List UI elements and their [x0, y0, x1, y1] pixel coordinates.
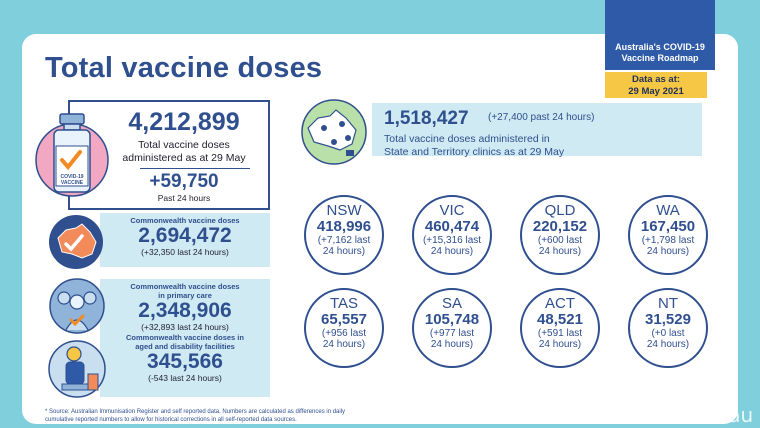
- aged-care-change: (-543 last 24 hours): [148, 373, 222, 384]
- state-change-period: 24 hours): [322, 246, 366, 258]
- state-circle-qld: [520, 195, 600, 275]
- state-change-period: 24 hours): [538, 246, 582, 258]
- state-value: 220,152: [532, 218, 588, 235]
- clinics-change: (+27,400 past 24 hours): [488, 112, 595, 123]
- clinics-desc-line2: State and Territory clinics as at 29 May: [384, 145, 565, 158]
- state-circle-tas: [304, 288, 384, 368]
- total-change-label: Past 24 hours: [157, 193, 211, 204]
- state-name: NT: [658, 295, 678, 312]
- primary-care-label-line2: in primary care: [158, 291, 212, 300]
- state-change-period: 24 hours): [538, 339, 582, 351]
- state-circle-wa: [628, 195, 708, 275]
- state-value: 65,557: [321, 311, 367, 328]
- state-name: QLD: [544, 202, 576, 219]
- aged-care-number: 345,566: [147, 350, 223, 374]
- state-circle-nt: [628, 288, 708, 368]
- state-change: (+15,316 last: [422, 234, 482, 246]
- primary-care-number: 2,348,906: [138, 299, 232, 322]
- aged-care-label-line1: Commonwealth vaccine doses in: [126, 333, 244, 343]
- page-title: Total vaccine doses: [45, 52, 323, 84]
- primary-care-box: [100, 279, 270, 397]
- state-change-period: 24 hours): [646, 246, 690, 258]
- state-change-period: 24 hours): [646, 339, 690, 351]
- commonwealth-change: (+32,350 last 24 hours): [141, 247, 229, 258]
- state-circle-nsw: [304, 195, 384, 275]
- state-circle-act: [520, 288, 600, 368]
- source-footnote: [45, 409, 465, 425]
- state-value: 460,474: [424, 218, 480, 235]
- roadmap-tab-line1: Australia's COVID-19: [615, 42, 705, 52]
- state-value: 167,450: [640, 218, 696, 235]
- vaccine-vial-icon: [34, 108, 110, 204]
- primary-care-label: [100, 282, 270, 300]
- state-value: 105,748: [424, 311, 480, 328]
- state-change-period: 24 hours): [322, 339, 366, 351]
- commonwealth-box: [100, 213, 270, 267]
- commonwealth-label: Commonwealth vaccine doses: [130, 216, 240, 225]
- state-name: VIC: [439, 202, 465, 219]
- roadmap-tab: [605, 0, 715, 70]
- total-doses-number: 4,212,899: [128, 108, 240, 136]
- roadmap-tab-line2: Vaccine Roadmap: [621, 52, 699, 63]
- total-change: +59,750: [149, 171, 219, 193]
- primary-care-change: (+32,893 last 24 hours): [141, 322, 229, 333]
- state-change: (+600 last: [537, 234, 583, 246]
- state-value: 48,521: [537, 311, 583, 328]
- state-change: (+1,798 last: [641, 234, 695, 246]
- state-value: 31,529: [645, 311, 691, 328]
- state-name: SA: [441, 295, 462, 312]
- state-name: ACT: [545, 295, 575, 312]
- state-value: 418,996: [316, 218, 372, 235]
- state-name: NSW: [326, 202, 362, 219]
- state-circle-sa: [412, 288, 492, 368]
- footnote-line1: * Source: Australian Immunisation Register and self reported data. Numbers are calculated as differences in daily: [45, 409, 346, 415]
- state-name: WA: [656, 202, 680, 219]
- state-change: (+0 last: [651, 327, 685, 339]
- clinics-desc-line1: Total vaccine doses administered in: [384, 133, 550, 145]
- clinics-number: 1,518,427: [384, 108, 469, 129]
- people-group-icon: [44, 276, 110, 336]
- total-desc-line2: administered as at 29 May: [122, 151, 246, 164]
- australia-clinic-map-icon: [298, 98, 374, 168]
- state-change: (+956 last: [321, 327, 367, 339]
- total-desc-line1: Total vaccine doses: [138, 139, 230, 151]
- commonwealth-number: 2,694,472: [138, 224, 232, 247]
- vial-label-1: COVID-19: [60, 174, 84, 180]
- australia-map-icon: [46, 212, 108, 272]
- state-circle-vic: [412, 195, 492, 275]
- state-name: TAS: [329, 295, 359, 312]
- aged-care-label: [100, 333, 270, 351]
- state-change: (+591 last: [537, 327, 583, 339]
- watermark: Chi na2au: [652, 403, 754, 427]
- total-doses-desc: [100, 139, 268, 164]
- footnote-line2: cumulative reported numbers to allow for historical corrections in all self-reported data sources.: [45, 416, 297, 423]
- primary-care-label-line1: Commonwealth vaccine doses: [130, 282, 240, 291]
- elderly-person-icon: [44, 338, 110, 400]
- state-change-period: 24 hours): [430, 339, 474, 351]
- state-change: (+977 last: [429, 327, 475, 339]
- date-badge: [605, 72, 707, 98]
- vial-label-2: VACCINE: [60, 180, 84, 186]
- state-change: (+7,162 last: [317, 234, 371, 246]
- date-label: Data as at:: [631, 74, 681, 85]
- aged-care-label-line2: aged and disability facilities: [135, 342, 235, 352]
- clinics-desc: [384, 133, 564, 158]
- date-value: 29 May 2021: [628, 85, 684, 97]
- total-divider: [140, 168, 250, 169]
- state-change-period: 24 hours): [430, 246, 474, 258]
